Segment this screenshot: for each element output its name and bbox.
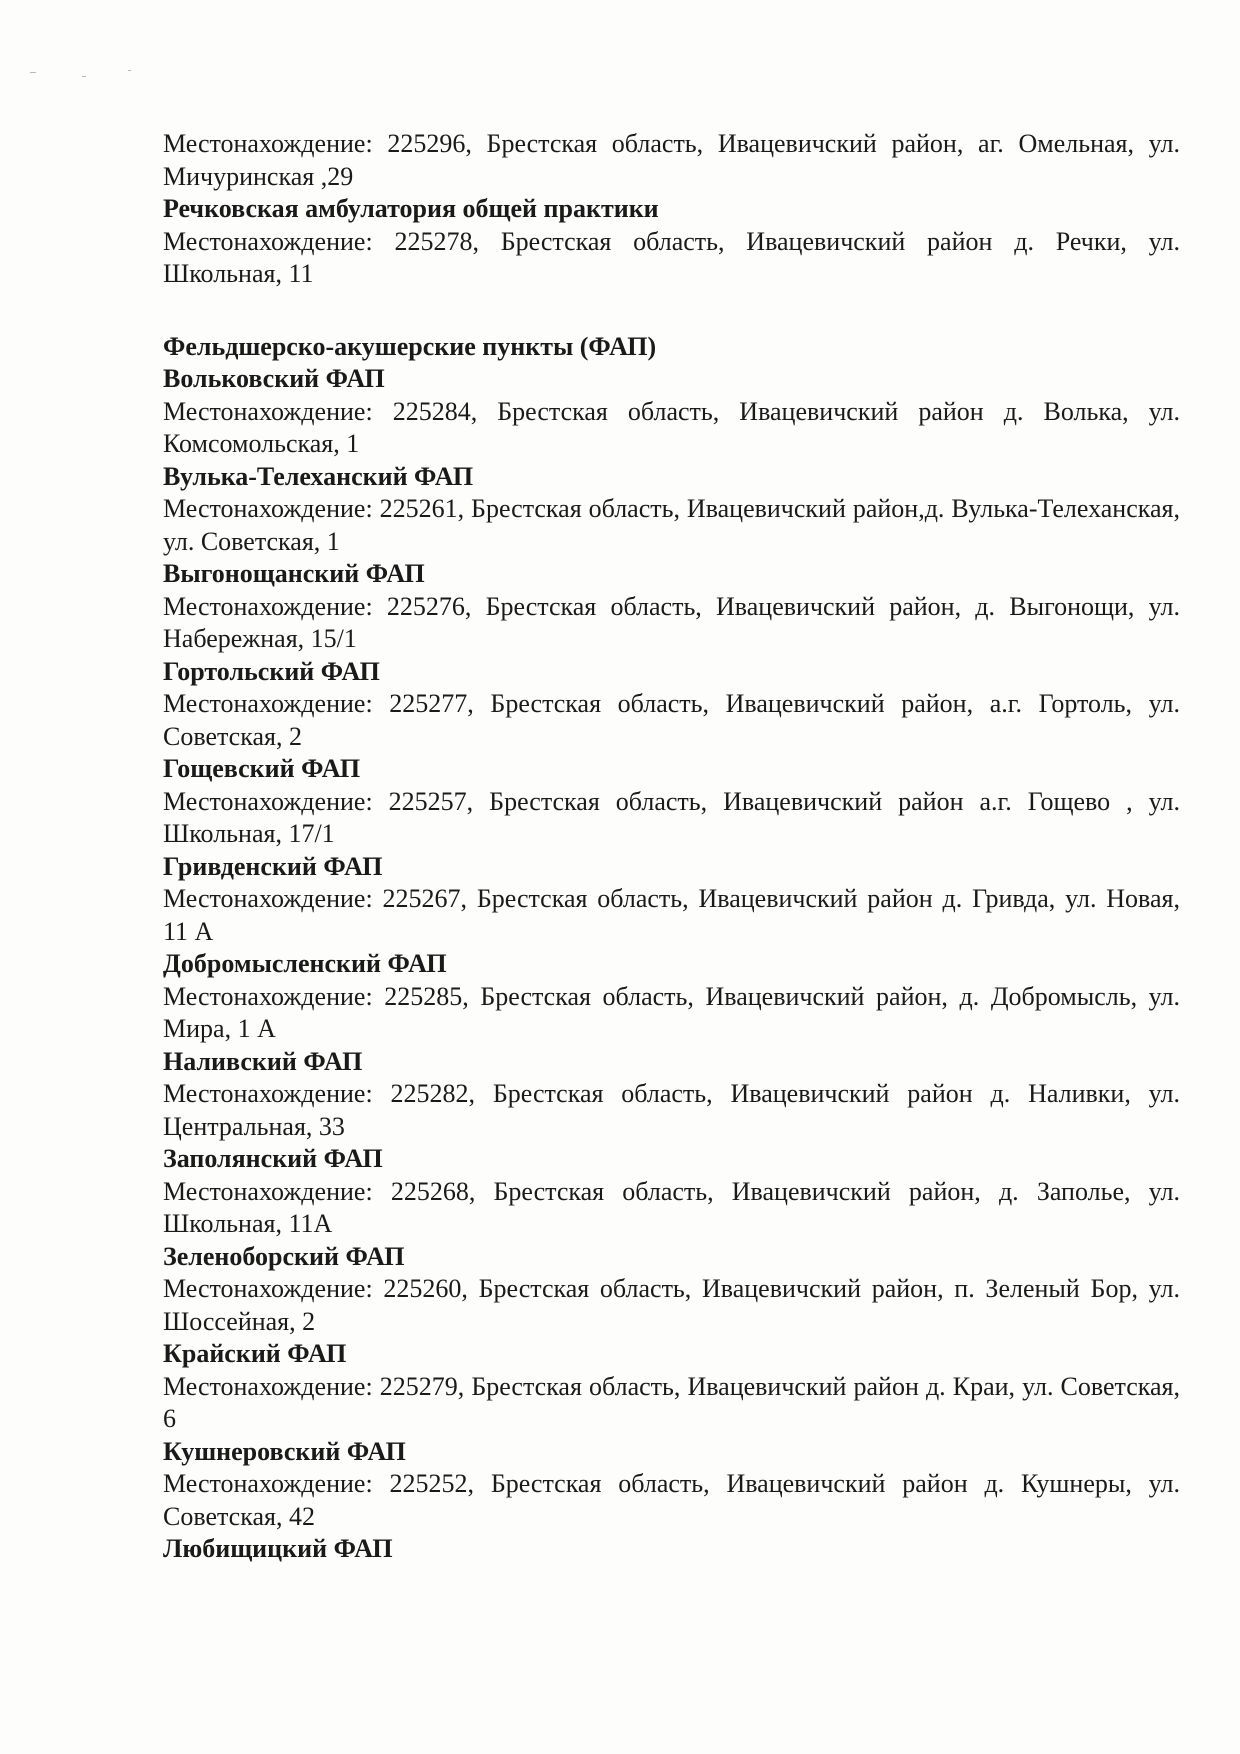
address-paragraph: Местонахождение: 225267, Брестская область, Ивацевичский район д. Гривда, ул. Новая, 11 А [163, 884, 1180, 946]
address-paragraph: Местонахождение: 225279, Брестская область, Ивацевичский район д. Краи, ул. Советская, 6 [163, 1371, 1180, 1433]
address-paragraph: Местонахождение: 225257, Брестская область, Ивацевичский район а.г. Гощево , ул. Школьная, 17/1 [163, 786, 1180, 848]
address-paragraph: Местонахождение: 225278, Брестская область, Ивацевичский район д. Речки, ул. Школьная, 11 [163, 226, 1180, 288]
facility-heading: Зеленоборский ФАП [163, 1241, 405, 1271]
facility-heading: Наливский ФАП [163, 1046, 363, 1076]
address-paragraph: Местонахождение: 225252, Брестская область, Ивацевичский район д. Кушнеры, ул. Советская, 42 [163, 1469, 1180, 1531]
facility-heading: Гощевский ФАП [163, 754, 361, 783]
facility-heading: Крайский ФАП [163, 1339, 347, 1368]
facility-heading: Заполянский ФАП [163, 1144, 383, 1173]
facility-heading: Выгонощанский ФАП [163, 559, 425, 588]
facility-heading: Добромысленский ФАП [163, 949, 447, 978]
address-paragraph: Местонахождение: 225296, Брестская область, Ивацевичский район, аг. Омельная, ул. Мичуринская ,29 [163, 129, 1180, 191]
facility-heading: Гортольский ФАП [163, 656, 380, 686]
facility-heading: Речковская амбулатория общей практики [163, 194, 659, 223]
facility-heading: Вулька-Телеханский ФАП [163, 461, 474, 491]
address-paragraph: Местонахождение: 225260, Брестская область, Ивацевичский район, п. Зеленый Бор, ул. Шоссейная, 2 [163, 1274, 1180, 1336]
facility-heading: Гривденский ФАП [163, 851, 383, 881]
address-paragraph: Местонахождение: 225268, Брестская область, Ивацевичский район, д. Заполье, ул. Школьная, 11А [163, 1176, 1180, 1238]
address-paragraph: Местонахождение: 225277, Брестская область, Ивацевичский район, а.г. Гортоль, ул. Советская, 2 [163, 689, 1180, 751]
facility-heading: Вольковский ФАП [163, 364, 385, 393]
scan-specks [30, 68, 170, 82]
facility-heading: Кушнеровский ФАП [163, 1436, 406, 1466]
address-paragraph: Местонахождение: 225276, Брестская область, Ивацевичский район, д. Выгонощи, ул. Набережная, 15/1 [163, 591, 1180, 653]
address-paragraph: Местонахождение: 225282, Брестская область, Ивацевичский район д. Наливки, ул. Центральная, 33 [163, 1079, 1180, 1141]
document-body [163, 128, 1180, 1566]
address-paragraph: Местонахождение: 225284, Брестская область, Ивацевичский район д. Волька, ул. Комсомольская, 1 [163, 396, 1180, 458]
facility-heading: Любищицкий ФАП [163, 1534, 393, 1563]
address-paragraph: Местонахождение: 225285, Брестская область, Ивацевичский район, д. Добромысль, ул. Мира, 1 А [163, 981, 1180, 1043]
address-paragraph: Местонахождение: 225261, Брестская область, Ивацевичский район,д. Вулька-Телеханская, ул. Советская, 1 [163, 494, 1180, 556]
section-gap [163, 291, 1180, 331]
facility-heading: Фельдшерско-акушерские пункты (ФАП) [163, 331, 657, 361]
